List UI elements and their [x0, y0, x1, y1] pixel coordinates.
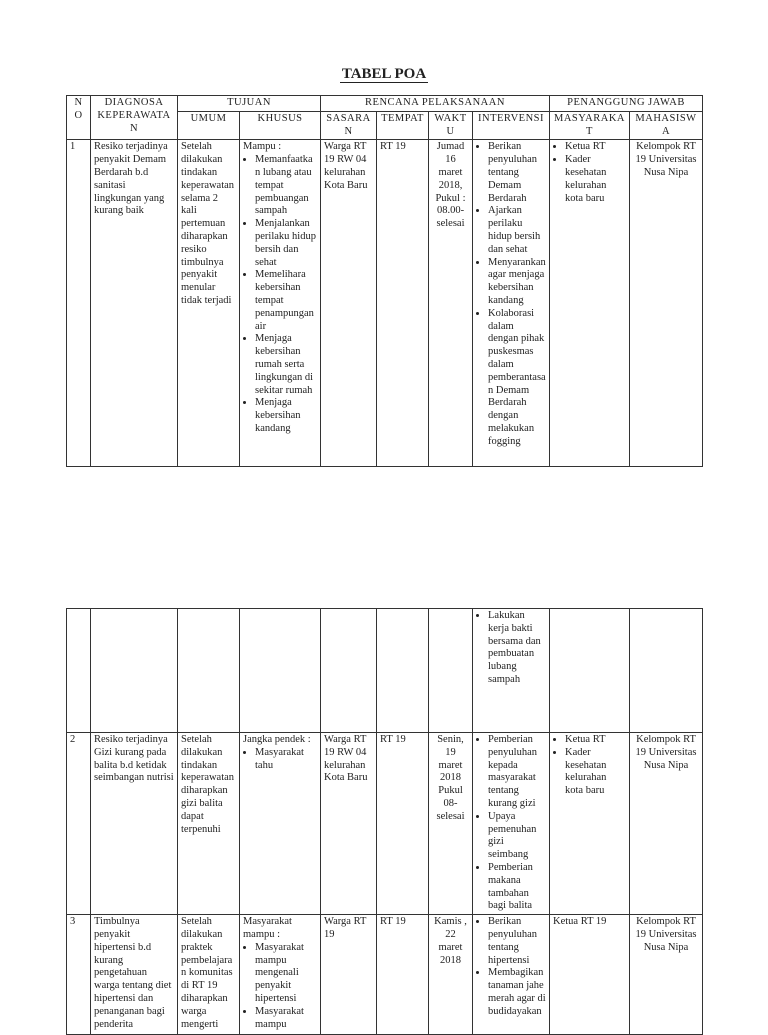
list-item: • Pemberian makana tambahan bagi balita — [488, 862, 546, 913]
cell-umum — [178, 609, 240, 733]
list-item: • Kader kesehatan kelurahan kota baru — [565, 154, 626, 205]
cell-masyarakat: Ketua RT 19 — [550, 915, 630, 1035]
header-diagnosa: DIAGNOSA KEPERAWATAN — [91, 96, 178, 140]
list-item: • Membagikan tanaman jahe merah agar di budidayakan — [488, 967, 546, 1018]
header-no: N O — [67, 96, 91, 140]
cell-intervensi — [473, 609, 550, 733]
header-penanggung: PENANGGUNG JAWAB — [550, 96, 703, 112]
cell-khusus — [240, 609, 321, 733]
cell-umum: Setelah dilakukan tindakan keperawatan selama 2 kali pertemuan diharapkan resiko timbulnya penyakit menular tidak terjadi — [178, 140, 240, 467]
cell-diagnosa — [91, 609, 178, 733]
khusus-intro: Mampu : — [243, 141, 282, 153]
header-masyarakat: MASYARAKAT — [550, 111, 630, 140]
cell-sasaran — [321, 609, 377, 733]
cell-umum: Setelah dilakukan tindakan keperawatan diharapkan gizi balita dapat terpenuhi — [178, 733, 240, 915]
header-tempat: TEMPAT — [377, 111, 429, 140]
cell-masyarakat — [550, 609, 630, 733]
cell-waktu — [429, 609, 473, 733]
list-item: • Masyarakat mampu mengenali penyakit hipertensi — [255, 942, 317, 1006]
list-item: • Memelihara kebersihan tempat penampungan air — [255, 269, 317, 333]
cell-no: 1 — [67, 140, 91, 467]
cell-diagnosa: Resiko terjadinya Gizi kurang pada balita b.d ketidak seimbangan nutrisi — [91, 733, 178, 915]
list-item: • Kolaborasi dalam dengan pihak puskesmas dalam pemberantasan Demam Berdarah dengan melakukan fogging — [488, 308, 546, 449]
cell-tempat — [377, 609, 429, 733]
header-rencana: RENCANA PELAKSANAAN — [321, 96, 550, 112]
cell-masyarakat — [550, 140, 630, 467]
list-item: • Masyarakat tahu — [255, 747, 317, 773]
poa-table-bottom — [66, 608, 703, 1035]
cell-masyarakat — [550, 733, 630, 915]
list-item: • Masyarakat mampu — [255, 1006, 317, 1032]
list-item: • Ketua RT — [565, 141, 626, 154]
header-intervensi: INTERVENSI — [473, 111, 550, 140]
poa-table-top — [66, 95, 703, 467]
page-title: TABEL POA — [341, 66, 427, 82]
cell-intervensi — [473, 733, 550, 915]
cell-diagnosa: Timbulnya penyakit hipertensi b.d kurang pengetahuan warga tentang diet hipertensi dan penanganan bagi penderita — [91, 915, 178, 1035]
cell-mahasiswa — [630, 609, 703, 733]
header-sasaran: SASARAN — [321, 111, 377, 140]
list-item: • Upaya pemenuhan gizi seimbang — [488, 811, 546, 862]
cell-waktu: Jumad 16 maret 2018, Pukul : 08.00-selesai — [429, 140, 473, 467]
list-item: • Kader kesehatan kelurahan kota baru — [565, 747, 626, 798]
cell-tempat: RT 19 — [377, 733, 429, 915]
table-row — [67, 733, 703, 915]
table-row — [67, 915, 703, 1035]
cell-no: 2 — [67, 733, 91, 915]
cell-khusus — [240, 733, 321, 915]
cell-sasaran: Warga RT 19 RW 04 kelurahan Kota Baru — [321, 140, 377, 467]
cell-sasaran: Warga RT 19 RW 04 kelurahan Kota Baru — [321, 733, 377, 915]
list-item: • Ajarkan perilaku hidup bersih dan sehat — [488, 205, 546, 256]
header-khusus: KHUSUS — [240, 111, 321, 140]
list-item: • Menjaga kebersihan kandang — [255, 397, 317, 435]
cell-intervensi — [473, 915, 550, 1035]
list-item: • Menyarankan agar menjaga kebersihan kandang — [488, 257, 546, 308]
list-item: • Lakukan kerja bakti bersama dan pembuatan lubang sampah — [488, 610, 546, 687]
cell-sasaran: Warga RT 19 — [321, 915, 377, 1035]
header-umum: UMUM — [178, 111, 240, 140]
list-item: • Memanfaatkan lubang atau tempat pembuangan sampah — [255, 154, 317, 218]
cell-no: 3 — [67, 915, 91, 1035]
cell-umum: Setelah dilakukan praktek pembelajaran komunitas di RT 19 diharapkan warga mengerti — [178, 915, 240, 1035]
list-item: • Ketua RT — [565, 734, 626, 747]
header-mahasiswa: MAHASISWA — [630, 111, 703, 140]
cell-khusus — [240, 140, 321, 467]
cell-mahasiswa: Kelompok RT 19 Universitas Nusa Nipa — [630, 140, 703, 467]
list-item: • Berikan penyuluhan tentang hipertensi — [488, 916, 546, 967]
table-row — [67, 140, 703, 467]
cell-mahasiswa: Kelompok RT 19 Universitas Nusa Nipa — [630, 733, 703, 915]
cell-khusus — [240, 915, 321, 1035]
header-tujuan: TUJUAN — [178, 96, 321, 112]
cell-waktu: Senin, 19 maret 2018 Pukul 08- selesai — [429, 733, 473, 915]
cell-no — [67, 609, 91, 733]
table-row — [67, 609, 703, 733]
list-item: • Menjaga kebersihan rumah serta lingkungan di sekitar rumah — [255, 333, 317, 397]
cell-diagnosa: Resiko terjadinya penyakit Demam Berdarah b.d sanitasi lingkungan yang kurang baik — [91, 140, 178, 467]
cell-tempat: RT 19 — [377, 915, 429, 1035]
khusus-intro: Masyarakat mampu : — [243, 916, 292, 940]
cell-intervensi — [473, 140, 550, 467]
cell-waktu: Kamis , 22 maret 2018 — [429, 915, 473, 1035]
cell-tempat: RT 19 — [377, 140, 429, 467]
list-item: • Menjalankan perilaku hidup bersih dan sehat — [255, 218, 317, 269]
khusus-intro: Jangka pendek : — [243, 734, 311, 745]
list-item: • Pemberian penyuluhan kepada masyarakat tentang kurang gizi — [488, 734, 546, 811]
header-waktu: WAKTU — [429, 111, 473, 140]
list-item: • Berikan penyuluhan tentang Demam Berdarah — [488, 141, 546, 205]
cell-mahasiswa: Kelompok RT 19 Universitas Nusa Nipa — [630, 915, 703, 1035]
